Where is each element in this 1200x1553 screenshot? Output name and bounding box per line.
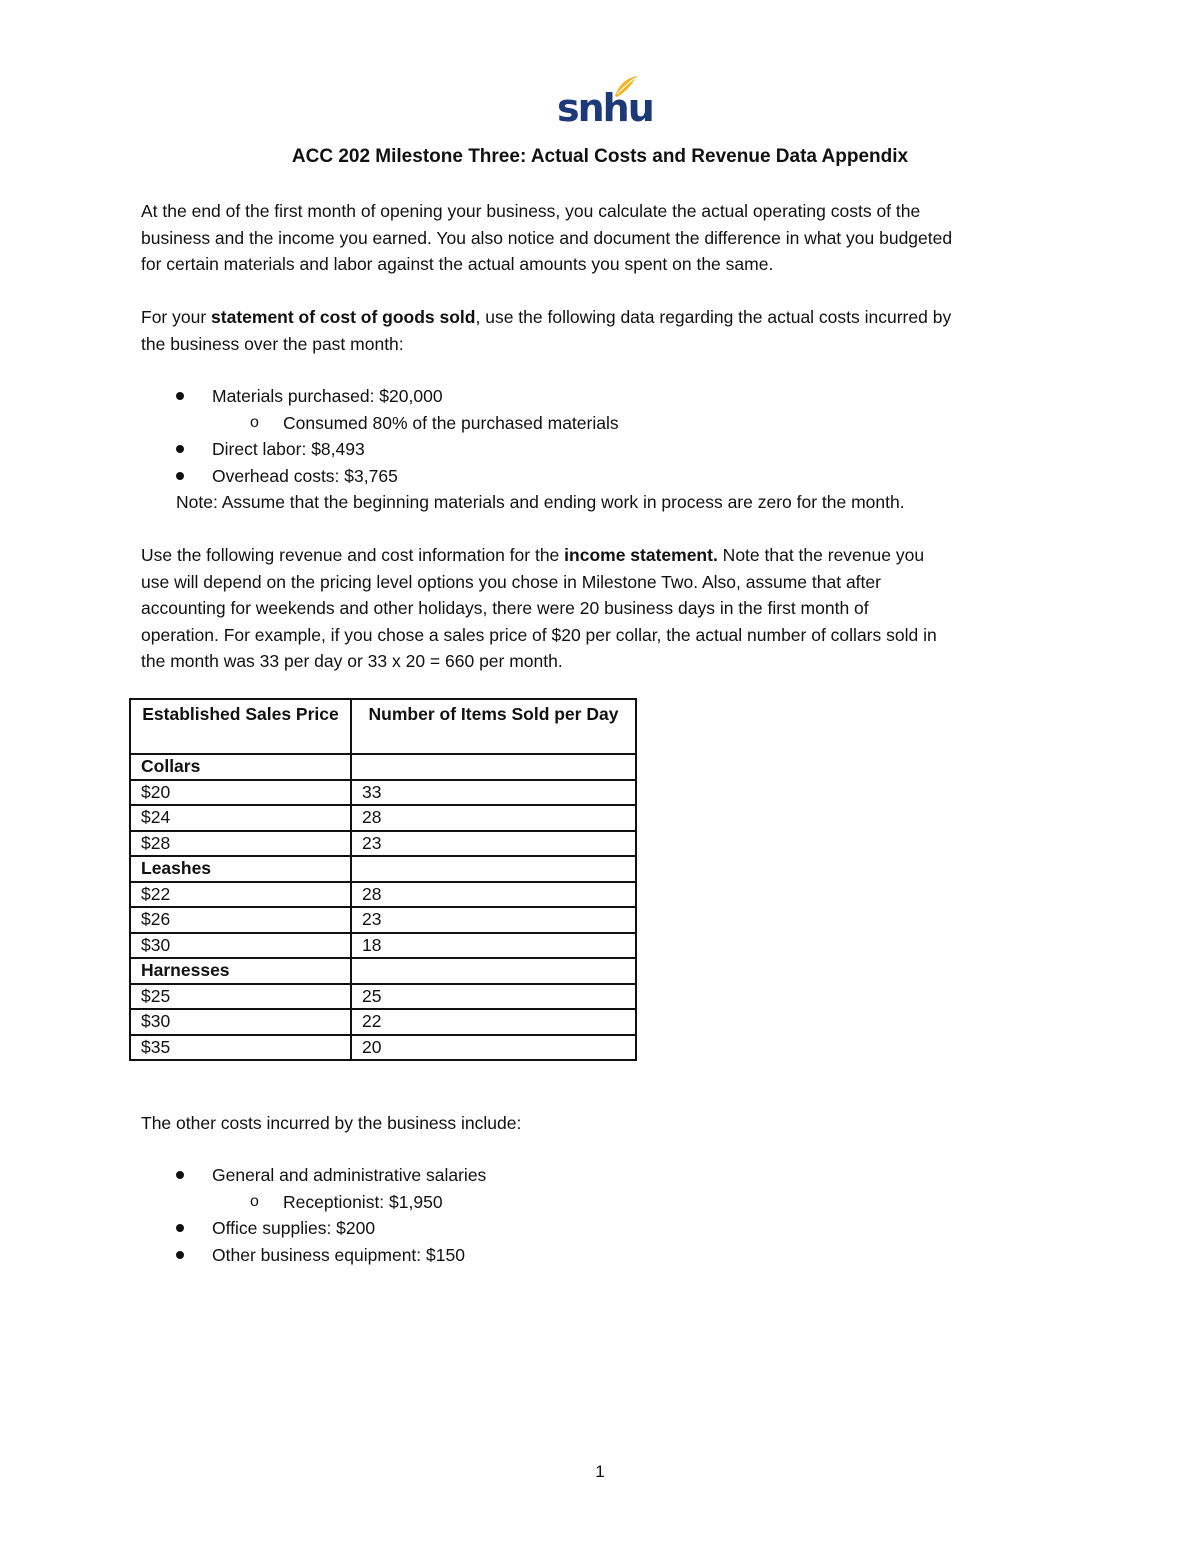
income-line: use will depend on the pricing level options you chose in Milestone Two. Also, assume that after bbox=[141, 571, 881, 592]
intro-line: At the end of the first month of opening your business, you calculate the actual operating costs of the bbox=[141, 201, 921, 221]
income-line: Use the following revenue and cost information for the income statement. Note that the revenue you bbox=[141, 545, 925, 565]
logo-wordmark: snhu bbox=[557, 86, 653, 130]
table-row: $25 25 bbox=[130, 984, 636, 1010]
intro-paragraph bbox=[141, 198, 1071, 278]
sub-list-item: o Consumed 80% of the purchased materials bbox=[0, 410, 1200, 437]
sub-list-item: o Receptionist: $1,950 bbox=[0, 1189, 1200, 1216]
table-row: $26 23 bbox=[130, 907, 636, 933]
list-item: General and administrative salaries bbox=[0, 1162, 1200, 1189]
bullet-icon bbox=[176, 1224, 184, 1232]
category-label: Harnesses bbox=[130, 958, 351, 984]
column-header-items: Number of Items Sold per Day bbox=[351, 699, 636, 754]
table-row: $24 28 bbox=[130, 805, 636, 831]
snhu-logo bbox=[553, 74, 653, 134]
category-label: Leashes bbox=[130, 856, 351, 882]
sub-bullet-icon: o bbox=[250, 1192, 259, 1210]
list-item: Office supplies: $200 bbox=[0, 1215, 1200, 1242]
intro-line: business and the income you earned. You also notice and document the difference in what you budgeted bbox=[141, 227, 953, 248]
page-number: 1 bbox=[595, 1462, 605, 1481]
cogs-line: the business over the past month: bbox=[141, 333, 404, 354]
cogs-bullet-list bbox=[0, 383, 1200, 489]
page-title: ACC 202 Milestone Three: Actual Costs and Revenue Data Appendix bbox=[291, 146, 909, 167]
other-costs-list bbox=[0, 1162, 1200, 1268]
cogs-note: Note: Assume that the beginning materials and ending work in process are zero for the month. bbox=[176, 492, 905, 512]
other-costs-intro: The other costs incurred by the business include: bbox=[141, 1113, 522, 1133]
table-row: $35 20 bbox=[130, 1035, 636, 1061]
category-row bbox=[130, 754, 636, 780]
sub-bullet-icon: o bbox=[250, 413, 259, 431]
table-row: $30 22 bbox=[130, 1009, 636, 1035]
cogs-line: For your statement of cost of goods sold, use the following data regarding the actual costs incurred by bbox=[141, 307, 952, 327]
category-row bbox=[130, 958, 636, 984]
income-line: accounting for weekends and other holidays, there were 20 business days in the first month of bbox=[141, 598, 869, 618]
category-row bbox=[130, 856, 636, 882]
table-row: $30 18 bbox=[130, 933, 636, 959]
income-line: the month was 33 per day or 33 x 20 = 660 per month. bbox=[141, 651, 563, 671]
income-emphasis: income statement. bbox=[564, 545, 718, 565]
income-paragraph bbox=[141, 542, 1071, 675]
list-item: Other business equipment: $150 bbox=[0, 1242, 1200, 1269]
bullet-icon bbox=[176, 1171, 184, 1179]
list-item: Overhead costs: $3,765 bbox=[0, 463, 1200, 490]
table-row: $22 28 bbox=[130, 882, 636, 908]
table-row: $20 33 bbox=[130, 780, 636, 806]
table-header-row bbox=[130, 699, 636, 754]
bullet-icon bbox=[176, 472, 184, 480]
intro-line: for certain materials and labor against the actual amounts you spent on the same. bbox=[141, 254, 774, 274]
bullet-icon bbox=[176, 445, 184, 453]
list-item: Direct labor: $8,493 bbox=[0, 436, 1200, 463]
pricing-table bbox=[129, 698, 637, 1061]
column-header-price: Established Sales Price bbox=[130, 699, 351, 754]
income-line: operation. For example, if you chose a sales price of $20 per collar, the actual number of collars sold in bbox=[141, 624, 937, 645]
cogs-paragraph bbox=[141, 304, 1071, 357]
bullet-icon bbox=[176, 1251, 184, 1259]
bullet-icon bbox=[176, 392, 184, 400]
table-row: $28 23 bbox=[130, 831, 636, 857]
category-label: Collars bbox=[130, 754, 351, 780]
list-item: Materials purchased: $20,000 bbox=[0, 383, 1200, 410]
cogs-emphasis: statement of cost of goods sold bbox=[211, 307, 476, 327]
